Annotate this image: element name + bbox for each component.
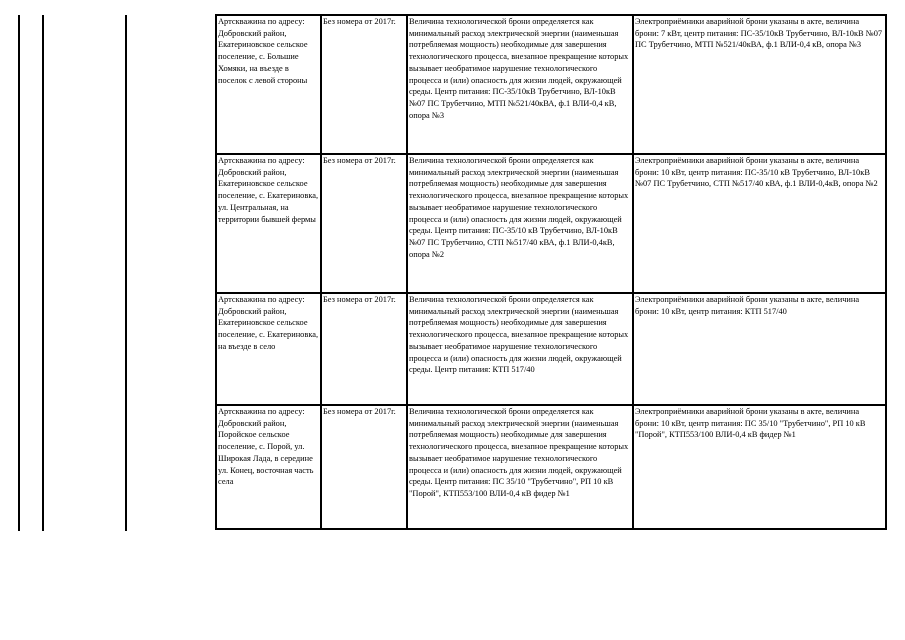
document-number-cell: Без номера от 2017г. <box>321 154 407 293</box>
document-number-cell: Без номера от 2017г. <box>321 293 407 405</box>
emergency-reserve-cell: Электроприёмники аварийной брони указаны в акте, величина брони: 7 кВт, центр питания: ПС-35/10кВ Трубетчино, ВЛ-10кВ №07 ПС Трубетчино, МТП №521/40кВА, ф.1 ВЛИ-0,4 кВ, опора №3 <box>633 15 886 154</box>
tech-reserve-description-cell: Величина технологической брони определяется как минимальный расход электрической энергии (наименьшая потребляемая мощность) необходимые для завершения технологического процесса, внезапное прекращение которых вызывает необратимое нарушение технологического процесса и (или) опасность для жизни людей, окружающей среды. Центр питания: ПС 35/10 "Трубетчино", РП 10 кВ "Порой", КТП553/100 ВЛИ-0,4 кВ фидер №1 <box>407 405 633 529</box>
object-address-cell: Артскважина по адресу: Добровский район, Екатериновское сельское поселение, с. Екатериновка, на въезде в село <box>216 293 321 405</box>
left-border-line-2 <box>42 15 44 531</box>
tech-reserve-description-cell: Величина технологической брони определяется как минимальный расход электрической энергии (наименьшая потребляемая мощность) необходимые для завершения технологического процесса, внезапное прекращение которых вызывает необратимое нарушение технологического процесса и (или) опасность для жизни людей, окружающей среды. Центр питания: КТП 517/40 <box>407 293 633 405</box>
technological-reserve-table <box>215 14 887 530</box>
tech-reserve-description-cell: Величина технологической брони определяется как минимальный расход электрической энергии (наименьшая потребляемая мощность) необходимые для завершения технологического процесса, внезапное прекращение которых вызывает необратимое нарушение технологического процесса и (или) опасность для жизни людей, окружающей среды. Центр питания: ПС-35/10кВ Трубетчино, ВЛ-10кВ №07 ПС Трубетчино, МТП №521/40кВА, ф.1 ВЛИ-0,4 кВ, опора №3 <box>407 15 633 154</box>
emergency-reserve-cell: Электроприёмники аварийной брони указаны в акте, величина брони: 10 кВт, центр питания: КТП 517/40 <box>633 293 886 405</box>
emergency-reserve-cell: Электроприёмники аварийной брони указаны в акте, величина брони: 10 кВт, центр питания: ПС 35/10 "Трубетчино", РП 10 кВ "Порой", КТП553/100 ВЛИ-0,4 кВ фидер №1 <box>633 405 886 529</box>
object-address-cell: Артскважина по адресу: Добровский район, Екатериновское сельское поселение, с. Большие Хомяки, на въезде в поселок с левой стороны <box>216 15 321 154</box>
table-row <box>216 293 886 405</box>
object-address-cell: Артскважина по адресу: Добровский район, Поройское сельское поселение, с. Порой, ул. Широкая Лада, в середине ул. Конец, восточная часть села <box>216 405 321 529</box>
table-row <box>216 154 886 293</box>
object-address-cell: Артскважина по адресу: Добровский район, Екатериновское сельское поселение, с. Екатериновка, ул. Центральная, на территории бывшей фермы <box>216 154 321 293</box>
table-row <box>216 405 886 529</box>
tech-reserve-description-cell: Величина технологической брони определяется как минимальный расход электрической энергии (наименьшая потребляемая мощность) необходимые для завершения технологического процесса, внезапное прекращение которых вызывает необратимое нарушение технологического процесса и (или) опасность для жизни людей, окружающей среды. Центр питания: ПС-35/10 кВ Трубетчино, ВЛ-10кВ №07 ПС Трубетчино, СТП №517/40 кВА, ф.1 ВЛИ-0,4кВ, опора №2 <box>407 154 633 293</box>
document-number-cell: Без номера от 2017г. <box>321 405 407 529</box>
table-row <box>216 15 886 154</box>
left-border-line-3 <box>125 15 127 531</box>
document-number-cell: Без номера от 2017г. <box>321 15 407 154</box>
left-border-line-1 <box>18 15 20 531</box>
emergency-reserve-cell: Электроприёмники аварийной брони указаны в акте, величина брони: 10 кВт, центр питания: ПС-35/10 кВ Трубетчино, ВЛ-10кВ №07 ПС Трубетчино, СТП №517/40 кВА, ф.1 ВЛИ-0,4кВ, опора №2 <box>633 154 886 293</box>
